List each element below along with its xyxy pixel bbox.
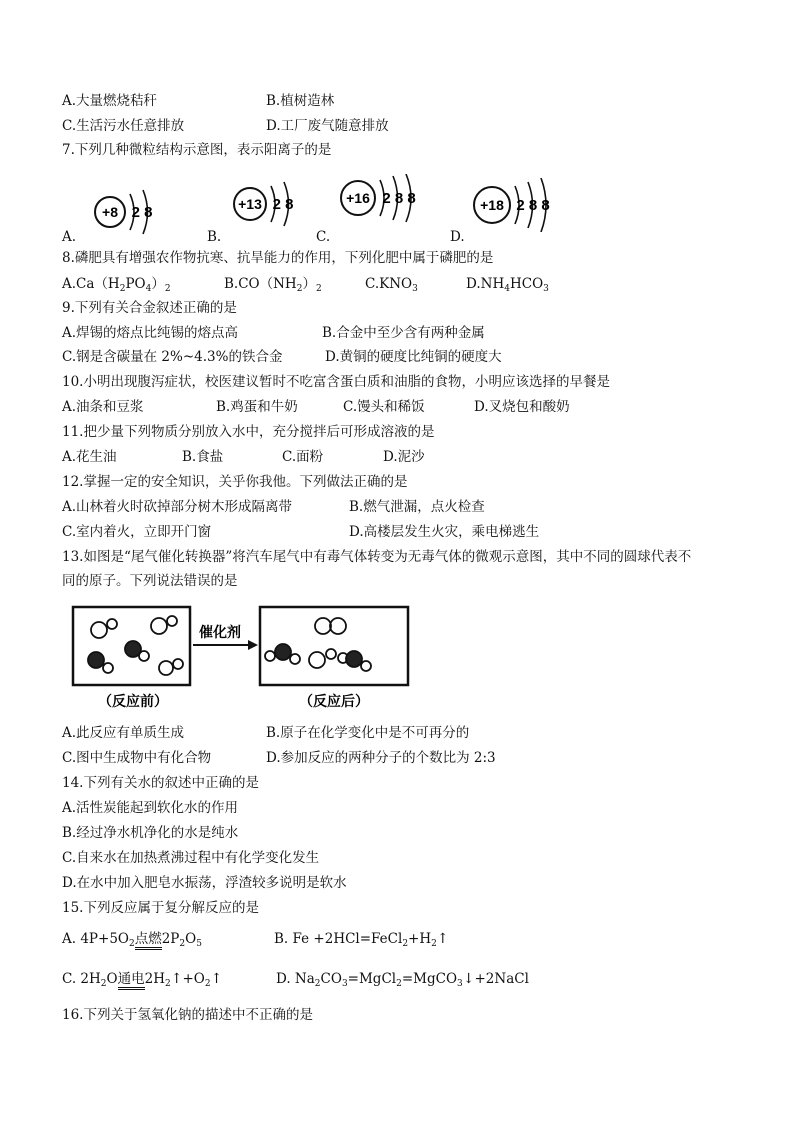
catalyst-label: 催化剂: [199, 624, 241, 640]
q14-option-d: D.在水中加入肥皂水振荡，浮渣较多说明是软水: [62, 875, 347, 891]
q10-option-d: D.叉烧包和酸奶: [474, 399, 570, 415]
q9-option-b: B.合金中至少含有两种金属: [322, 325, 485, 341]
after-label: （反应后）: [299, 693, 369, 709]
q13-option-a: A.此反应有单质生成: [62, 725, 185, 741]
q9-stem: 9.下列有关合金叙述正确的是: [62, 300, 237, 316]
q15-option-c: C. $2H_2O$通电$2H_2↑+O_2↑$: [62, 971, 223, 989]
catalytic-converter-diagram: [70, 604, 415, 714]
q13-option-b: B.原子在化学变化中是不可再分的: [266, 725, 470, 741]
atom-b-shells: 2 8: [272, 196, 294, 213]
q8-option-d: $D.NH_4HCO_3$: [466, 276, 549, 294]
atom-a-nucleus: +8: [102, 204, 118, 220]
q15-option-b: B. $Fe +2HCl=FeCl_2+H_2↑$: [274, 931, 449, 949]
q12-option-b: B.燃气泄漏，点火检查: [349, 499, 485, 515]
atom-c-nucleus: +16: [346, 190, 370, 206]
q10-option-a: A.油条和豆浆: [62, 399, 144, 415]
atom-d-shells: 2 8 8: [516, 197, 550, 214]
q7-option-d-label: D.: [450, 229, 465, 245]
q14-stem: 14.下列有关水的叙述中正确的是: [62, 775, 259, 791]
q13-option-c: C.图中生成物中有化合物: [62, 750, 212, 766]
q7-option-b-label: B.: [207, 229, 222, 245]
q14-option-c: C.自来水在加热煮沸过程中有化学变化发生: [62, 850, 320, 866]
q15-stem: 15.下列反应属于复分解反应的是: [62, 900, 259, 916]
q11-stem: 11.把少量下列物质分别放入水中，充分搅拌后可形成溶液的是: [62, 424, 435, 440]
atom-b-nucleus: +13: [238, 196, 262, 212]
q12-stem: 12.掌握一定的安全知识，关乎你我他。下列做法正确的是: [62, 474, 408, 490]
q6-option-d: D.工厂废气随意排放: [266, 118, 389, 134]
q12-option-d: D.高楼层发生火灾，乘电梯逃生: [349, 524, 540, 540]
q13-stem-line1: 13.如图是“尾气催化转换器”将汽车尾气中有毒气体转变为无毒气体的微观示意图，其中不同的圆球代表不: [62, 549, 692, 565]
atom-diagram-a: [90, 186, 170, 236]
q13-option-d: D.参加反应的两种分子的个数比为 2:3: [266, 750, 496, 766]
q6-option-a: A.大量燃烧秸秆: [62, 93, 158, 109]
q7-stem: 7.下列几种微粒结构示意图，表示阳离子的是: [62, 142, 332, 158]
atom-diagram-d: [470, 178, 570, 232]
atom-c-shells: 2 8 8: [382, 190, 416, 207]
q8-option-b: $B.CO(NH_2)_2$: [224, 276, 322, 294]
q11-option-a: A.花生油: [62, 449, 117, 465]
q6-option-b: B.植树造林: [266, 93, 335, 109]
q10-stem: 10.小明出现腹泻症状，校医建议暂时不吃富含蛋白质和油脂的食物，小明应该选择的早餐是: [62, 374, 610, 390]
before-label: （反应前）: [98, 693, 168, 709]
q6-option-c: C.生活污水任意排放: [62, 118, 185, 134]
q9-option-d: D.黄铜的硬度比纯铜的硬度大: [325, 349, 502, 365]
q14-option-b: B.经过净水机净化的水是纯水: [62, 825, 239, 841]
q7-option-a-label: A.: [62, 229, 77, 245]
q10-option-b: B.鸡蛋和牛奶: [216, 399, 298, 415]
atom-diagram-b: [230, 180, 310, 230]
q11-option-c: C.面粉: [282, 449, 324, 465]
q8-option-c: $C.KNO_3$: [365, 276, 418, 294]
atom-d-nucleus: +18: [480, 197, 504, 213]
q10-option-c: C.馒头和稀饭: [343, 399, 425, 415]
atom-diagram-c: [338, 174, 438, 224]
atom-a-shells: 2 8: [131, 204, 153, 221]
q12-option-c: C.室内着火，立即开门窗: [62, 524, 212, 540]
q8-stem: 8.磷肥具有增强农作物抗寒、抗旱能力的作用，下列化肥中属于磷肥的是: [62, 250, 494, 266]
q15-option-d: D. $Na_2CO_3=MgCl_2=MgCO_3↓+2NaCl$: [276, 971, 529, 989]
q9-option-a: A.焊锡的熔点比纯锡的熔点高: [62, 325, 239, 341]
q11-option-b: B.食盐: [182, 449, 224, 465]
q8-option-a: $A.Ca(H_2PO_4)_2$: [62, 276, 171, 294]
q9-option-c: C.钢是含碳量在 2%~4.3%的铁合金: [62, 349, 283, 365]
q15-option-a: A. $4P+5O_2$点燃$2P_2O_5$: [62, 931, 202, 949]
q13-stem-line2: 同的原子。下列说法错误的是: [62, 573, 238, 589]
q7-option-c-label: C.: [316, 229, 331, 245]
q11-option-d: D.泥沙: [383, 449, 425, 465]
q14-option-a: A.活性炭能起到软化水的作用: [62, 800, 239, 816]
q16-stem: 16.下列关于氢氧化钠的描述中不正确的是: [62, 1007, 313, 1023]
q12-option-a: A.山林着火时砍掉部分树木形成隔离带: [62, 499, 293, 515]
